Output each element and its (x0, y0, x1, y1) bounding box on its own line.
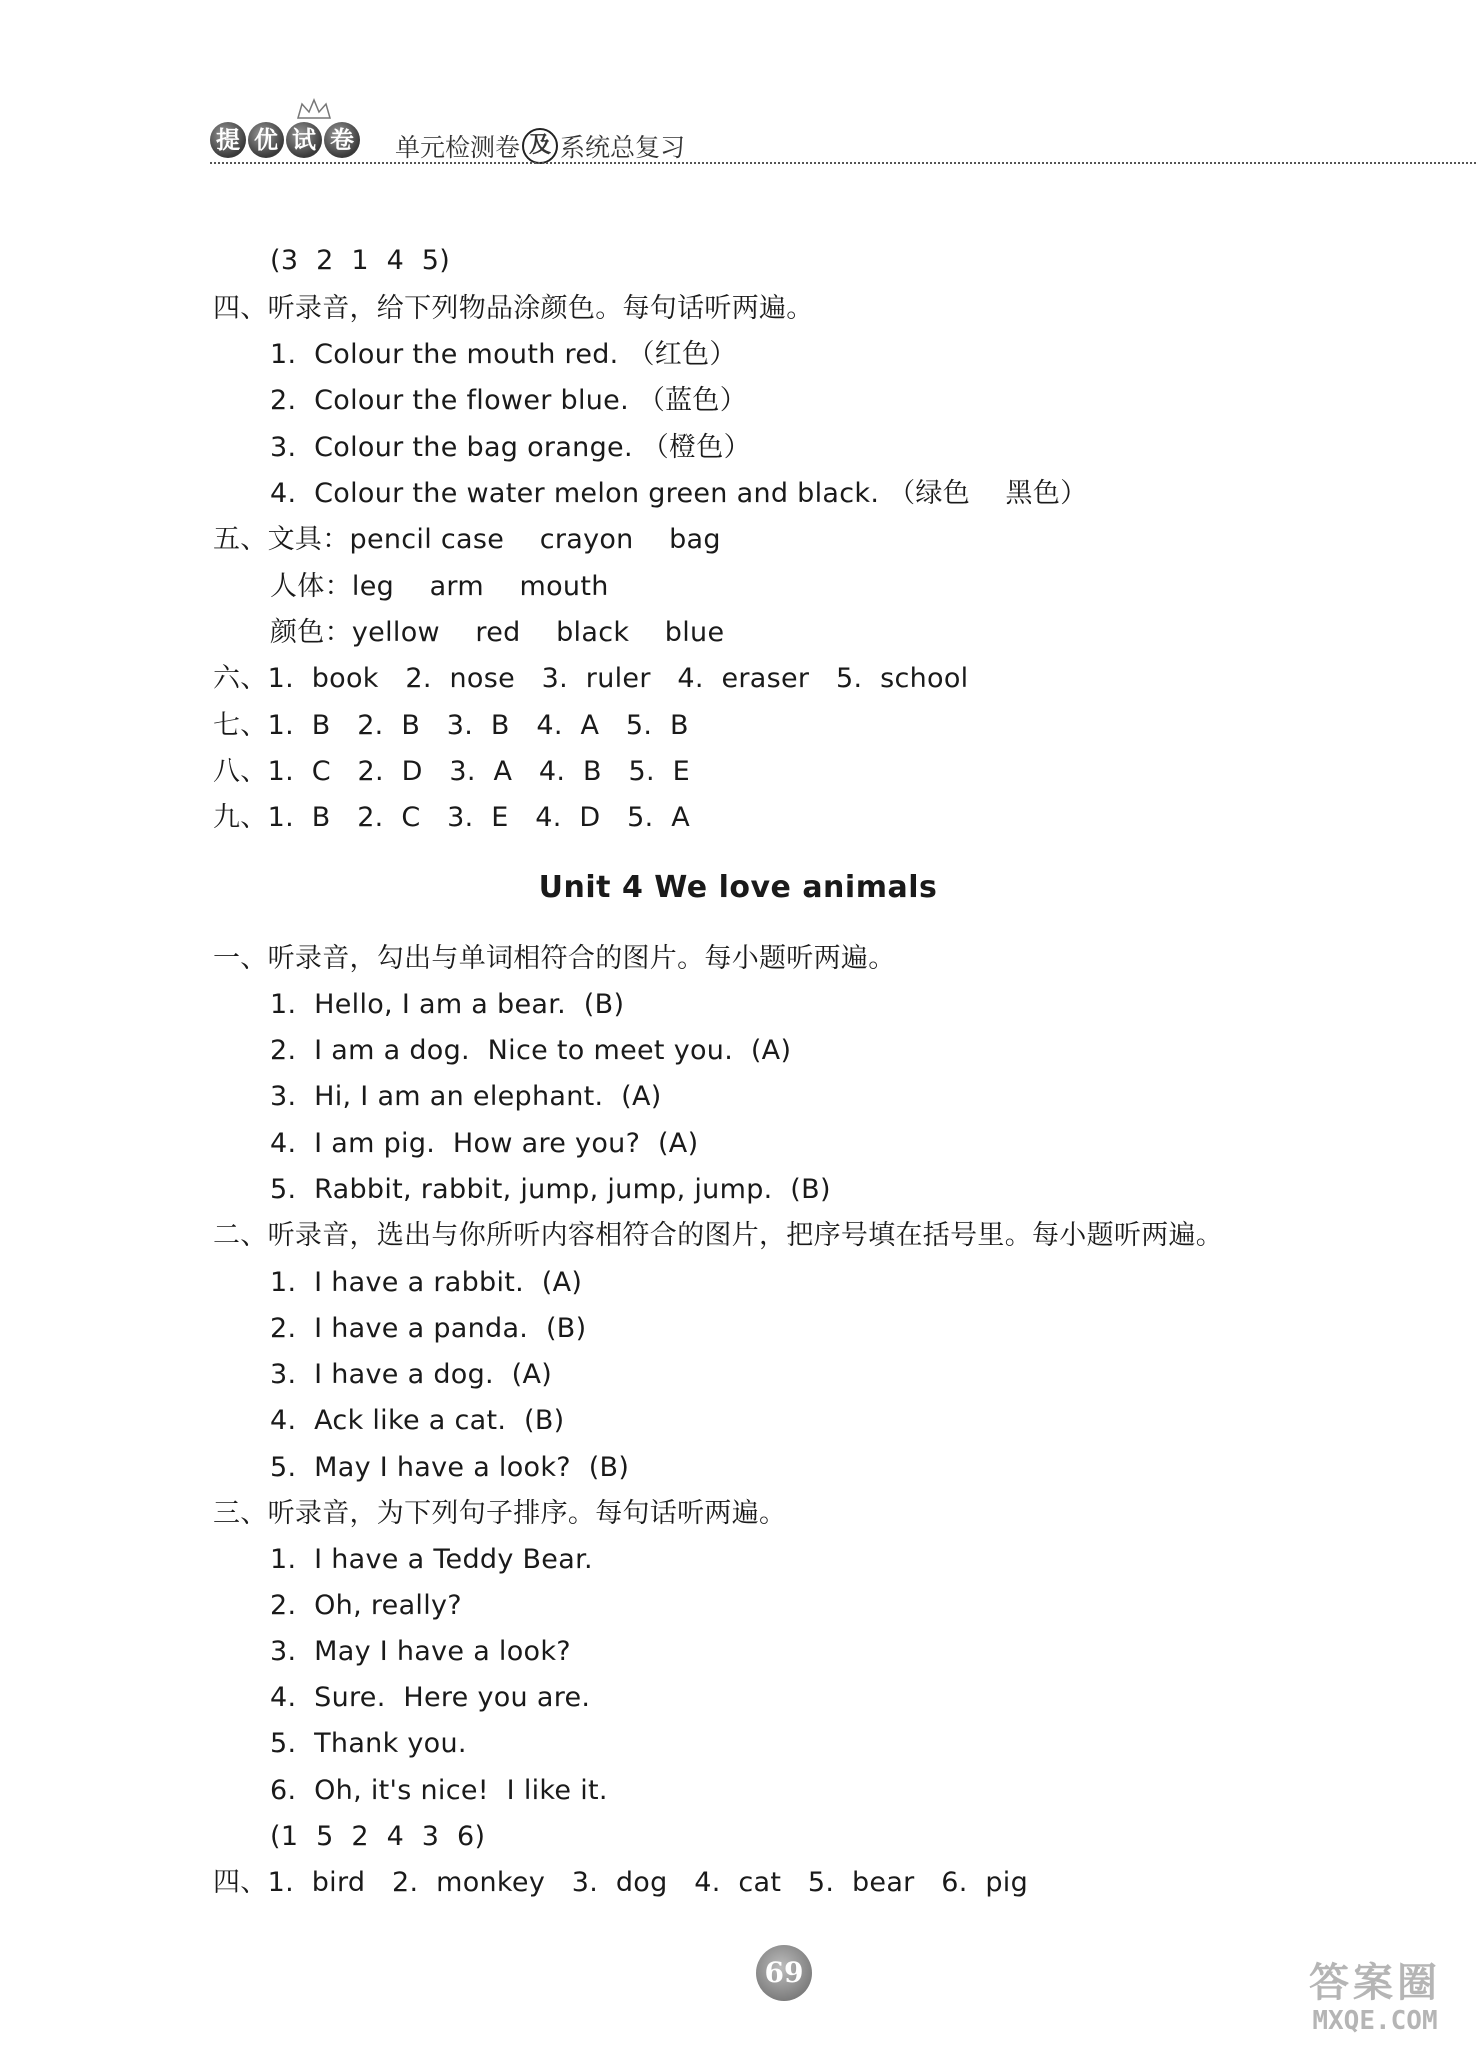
list-item: 4. Ack like a cat. (B) (270, 1405, 565, 1436)
unit4-section-2-title: 二、听录音，选出与你所听内容相符合的图片，把序号填在括号里。每小题听两遍。 (213, 1220, 1224, 1251)
section-8-answers: 八、1. C 2. D 3. A 4. B 5. E (213, 756, 691, 787)
unit-title: Unit 4 We love animals (538, 870, 938, 905)
list-item: 6. Oh, it's nice! I like it. (270, 1775, 608, 1806)
brand-char: 试 (286, 122, 322, 158)
list-item: 1. Colour the mouth red. （红色） (270, 339, 737, 370)
brand-char: 优 (248, 122, 284, 158)
section-6-answers: 六、1. book 2. nose 3. ruler 4. eraser 5. school (213, 663, 969, 694)
list-item: 1. I have a rabbit. (A) (270, 1267, 583, 1298)
list-item: 3. Colour the bag orange. （橙色） (270, 432, 751, 463)
watermark-logo-text: 答案圈 (1309, 1960, 1441, 2006)
list-item: 5. Thank you. (270, 1728, 467, 1759)
brand-char: 卷 (324, 122, 360, 158)
unit4-section-1-title: 一、听录音，勾出与单词相符合的图片。每小题听两遍。 (213, 943, 896, 974)
ji-circle-badge: 及 (522, 128, 558, 164)
list-item: 4. I am pig. How are you? (A) (270, 1128, 699, 1159)
page-number: 69 (756, 1945, 812, 2001)
list-item: 2. I am a dog. Nice to meet you. (A) (270, 1035, 792, 1066)
crown-icon (294, 98, 334, 120)
watermark (1280, 1960, 1470, 2045)
header-subtitle (395, 128, 685, 164)
list-item: 2. Oh, really? (270, 1590, 462, 1621)
list-item: 1. Hello, I am a bear. (B) (270, 989, 625, 1020)
watermark-url: MXQE.COM (1312, 2006, 1438, 2036)
section-5-line: 颜色：yellow red black blue (270, 617, 725, 648)
list-item: 1. I have a Teddy Bear. (270, 1544, 593, 1575)
list-item: 5. Rabbit, rabbit, jump, jump, jump. (B) (270, 1174, 831, 1205)
section-9-answers: 九、1. B 2. C 3. E 4. D 5. A (213, 802, 691, 833)
list-item: 4. Colour the water melon green and black. （绿色 黑色） (270, 478, 1088, 509)
header-divider (210, 162, 1476, 164)
list-item: 3. May I have a look? (270, 1636, 571, 1667)
unit4-section-4-answers: 四、1. bird 2. monkey 3. dog 4. cat 5. bear 6. pig (213, 1867, 1029, 1898)
list-item: 2. I have a panda. (B) (270, 1313, 587, 1344)
list-item: 2. Colour the flower blue. （蓝色） (270, 385, 748, 416)
section-5-line: 五、文具：pencil case crayon bag (213, 524, 721, 555)
section-7-answers: 七、1. B 2. B 3. B 4. A 5. B (213, 710, 689, 741)
subtitle-left: 单元检测卷 (395, 133, 521, 162)
unit4-section-3-title: 三、听录音，为下列句子排序。每句话听两遍。 (213, 1498, 787, 1529)
subtitle-right: 系统总复习 (560, 133, 686, 162)
section-5-line: 人体：leg arm mouth (270, 571, 609, 602)
section-4-title: 四、听录音，给下列物品涂颜色。每句话听两遍。 (213, 293, 814, 324)
list-item: 3. Hi, I am an elephant. (A) (270, 1081, 662, 1112)
list-item: 4. Sure. Here you are. (270, 1682, 591, 1713)
list-item: 5. May I have a look? (B) (270, 1452, 630, 1483)
brand-logo (210, 122, 360, 158)
order-answer: (3 2 1 4 5) (270, 245, 451, 276)
list-item: 3. I have a dog. (A) (270, 1359, 553, 1390)
brand-char: 提 (210, 122, 246, 158)
page-header (210, 98, 1476, 170)
order-answer: (1 5 2 4 3 6) (270, 1821, 486, 1852)
